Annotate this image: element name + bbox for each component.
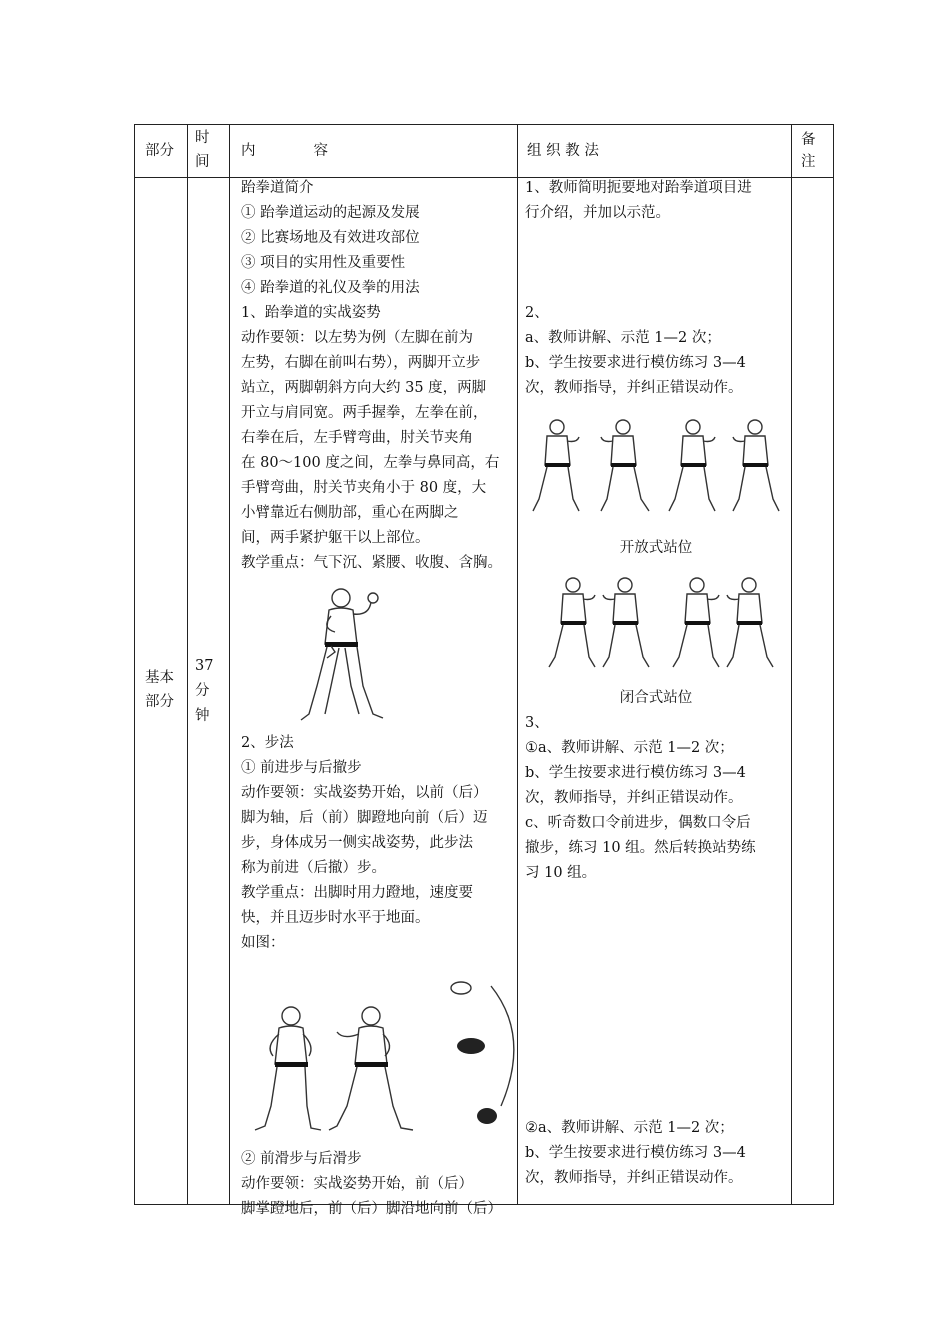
- method-3: [525, 711, 787, 886]
- content-line: ④ 跆拳道的礼仪及拳的用法: [241, 280, 420, 296]
- content-line: 动作要领：以左势为例（左脚在前为: [241, 330, 473, 346]
- intro-section: [241, 176, 515, 576]
- content-line: 间，两手紧护躯干以上部位。: [241, 530, 430, 546]
- fighting-stance-illustration: [241, 576, 515, 731]
- content-line: 脚为轴，后（前）脚蹬地向前（后）迈: [241, 810, 488, 826]
- method-line: 次，教师指导，并纠正错误动作。: [525, 1170, 743, 1186]
- col-divider: [517, 125, 518, 1204]
- content-line: 右拳在后，左手臂弯曲，肘关节夹角: [241, 430, 473, 446]
- content-line: 1、跆拳道的实战姿势: [241, 305, 381, 321]
- header-content: 内 容: [241, 143, 328, 159]
- row-time-1: 37: [195, 658, 214, 674]
- method-line: 次，教师指导，并纠正错误动作。: [525, 380, 743, 396]
- content-line: ① 跆拳道运动的起源及发展: [241, 205, 420, 221]
- content-line: 小臂靠近右侧肋部，重心在两脚之: [241, 505, 459, 521]
- content-line: 跆拳道简介: [241, 180, 314, 196]
- method-line: b、学生按要求进行模仿练习 3—4: [525, 355, 746, 371]
- content-line: 站立，两脚朝斜方向大约 35 度，两脚: [241, 380, 487, 396]
- content-line: ③ 项目的实用性及重要性: [241, 255, 406, 271]
- method-line: 习 10 组。: [525, 865, 597, 881]
- header-note-2: 注: [801, 154, 816, 170]
- row-time-3: 钟: [195, 708, 210, 724]
- content-line: 如图：: [241, 935, 285, 951]
- header-method: 组 织 教 法: [527, 143, 599, 159]
- row-time-2: 分: [195, 683, 210, 699]
- content-line: 教学重点：气下沉、紧腰、收腹、含胸。: [241, 555, 502, 571]
- header-time-1: 时: [195, 130, 210, 146]
- col-divider: [229, 125, 230, 1204]
- content-line: 开立与肩同宽。两手握拳，左拳在前，: [241, 405, 488, 421]
- row-part-1: 基本: [145, 670, 174, 686]
- method-2: [525, 301, 787, 401]
- method-line: a、教师讲解、示范 1—2 次；: [525, 330, 721, 346]
- method-line: b、学生按要求进行模仿练习 3—4: [525, 1145, 746, 1161]
- method-line: b、学生按要求进行模仿练习 3—4: [525, 765, 746, 781]
- content-line: 2、步法: [241, 735, 294, 751]
- header-time-2: 间: [195, 154, 210, 170]
- content-line: 脚掌蹬地后，前（后）脚沿地向前（后）: [241, 1201, 502, 1217]
- header-part: 部分: [145, 143, 174, 159]
- method-line: 3、: [525, 715, 549, 731]
- content-line: 动作要领：实战姿势开始，以前（后）: [241, 785, 488, 801]
- content-column: [241, 176, 515, 1222]
- caption-open-stance: 开放式站位: [619, 540, 693, 556]
- open-stance-illustration: [525, 401, 787, 536]
- method-line: ①a、教师讲解、示范 1—2 次；: [525, 740, 734, 756]
- row-part-2: 部分: [145, 694, 174, 710]
- content-line: ② 前滑步与后滑步: [241, 1151, 362, 1167]
- header-note-1: 备: [801, 132, 816, 148]
- content-line: 称为前进（后撤）步。: [241, 860, 386, 876]
- caption-closed-stance: 闭合式站位: [619, 690, 693, 706]
- closed-stance-illustration: [525, 561, 787, 686]
- content-line: 步，身体成另一侧实战姿势，此步法: [241, 835, 473, 851]
- step-figure-left: [255, 1007, 321, 1130]
- content-line: 动作要领：实战姿势开始，前（后）: [241, 1176, 473, 1192]
- lesson-table: [134, 124, 834, 1217]
- content-line: 教学重点：出脚时用力蹬地，速度要: [241, 885, 473, 901]
- method-1: [525, 176, 787, 226]
- content-line: ② 比赛场地及有效进攻部位: [241, 230, 420, 246]
- col-divider: [791, 125, 792, 1204]
- content-line: ① 前进步与后撤步: [241, 760, 362, 776]
- method-line: ②a、教师讲解、示范 1—2 次；: [525, 1120, 734, 1136]
- content-line: 在 80～100 度之间，左拳与鼻同高，右: [241, 455, 500, 471]
- method-line: 撤步，练习 10 组。然后转换站势练: [525, 840, 756, 856]
- method-line: 次，教师指导，并纠正错误动作。: [525, 790, 743, 806]
- step-figure-middle: [329, 1007, 413, 1130]
- method-line: c、听奇数口令前进步，偶数口令后: [525, 815, 751, 831]
- content-line: 快，并且迈步时水平于地面。: [241, 910, 430, 926]
- slide-section: [241, 1147, 515, 1222]
- method-column: [525, 176, 787, 1191]
- method-line: 行介绍，并加以示范。: [525, 205, 670, 221]
- content-line: 左势，右脚在前叫右势），两脚开立步: [241, 355, 481, 371]
- method-line: 2、: [525, 305, 549, 321]
- step-footwork-illustration: [241, 956, 515, 1147]
- method-line: 1、教师简明扼要地对跆拳道项目进: [525, 180, 752, 196]
- footprint-path: [451, 982, 514, 1124]
- step-section: [241, 731, 515, 956]
- col-divider: [187, 125, 188, 1204]
- method-4: [525, 1116, 787, 1191]
- content-line: 手臂弯曲，肘关节夹角小于 80 度，大: [241, 480, 487, 496]
